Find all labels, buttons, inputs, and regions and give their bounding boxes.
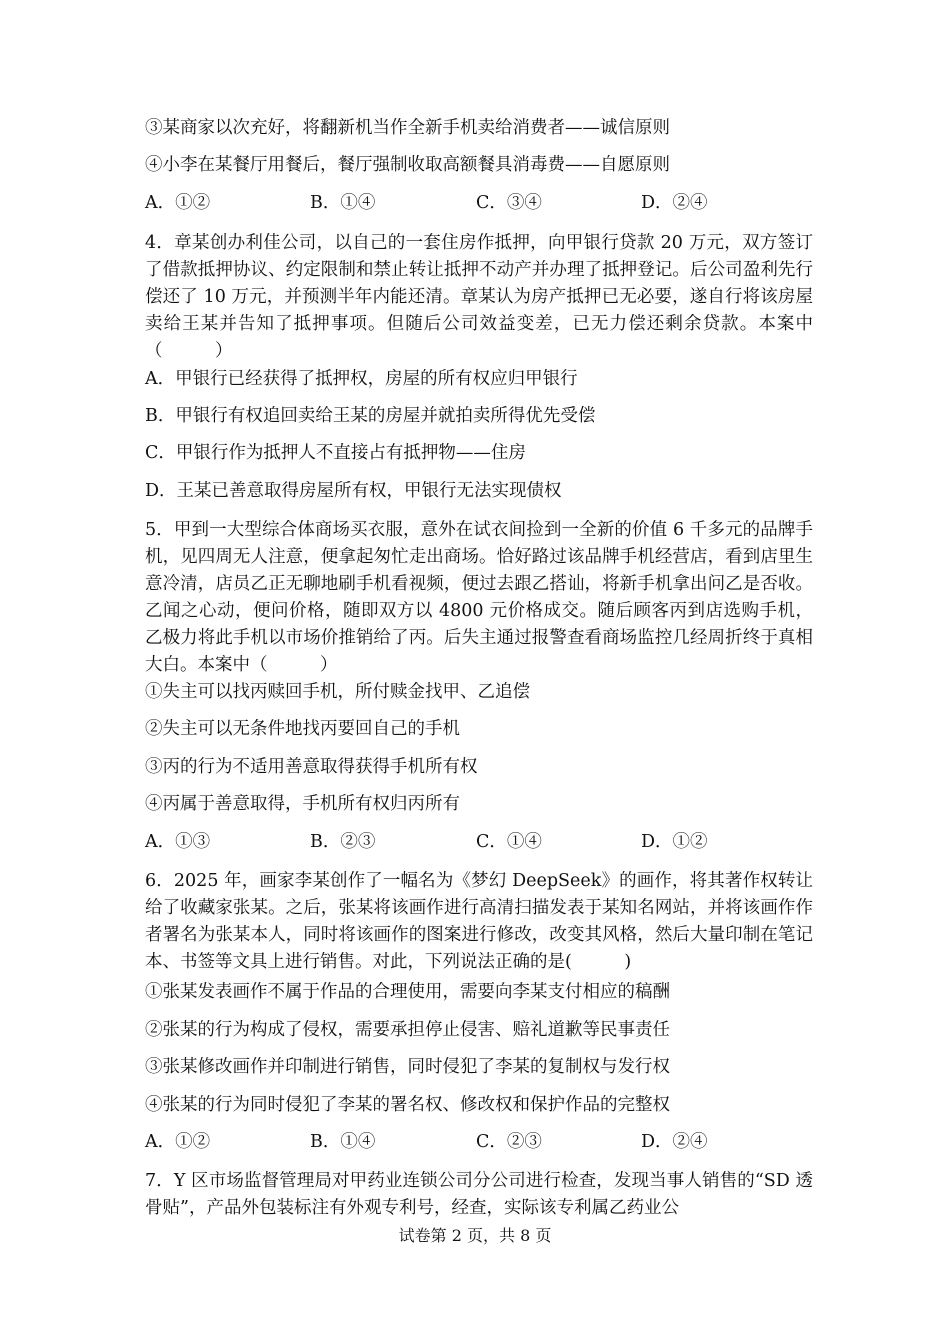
q5-options: [145, 829, 810, 855]
q6-item-2: ②张某的行为构成了侵权，需要承担停止侵害、赔礼道歉等民事责任: [145, 1020, 670, 1040]
q5-item-1: ①失主可以找丙赎回手机，所付赎金找甲、乙追偿: [145, 682, 530, 702]
page-footer: 试卷第 2 页，共 8 页: [398, 1226, 552, 1245]
q4-option-b: B．甲银行有权追回卖给王某的房屋并就拍卖所得优先受偿: [145, 406, 596, 426]
q3-option-a: A．①②: [145, 193, 211, 213]
q6-option-a: A．①②: [145, 1132, 211, 1152]
q3-option-c: C．③④: [476, 193, 542, 213]
q5-option-b: B．②③: [310, 832, 376, 852]
q4-stem: 4．章某创办利佳公司，以自己的一套住房作抵押，向甲银行贷款 20 万元，双方签订了借款抵押协议、约定限制和禁止转让抵押不动产并办理了抵押登记。后公司盈利先行偿还了 10 万元，并预测半年内能还清。章某认为房产抵押已无必要，遂自行将该房屋卖给王某并告知了抵押事项。但随后公司效益变差，已无力偿还剩余贷款。本案中（ ）: [145, 233, 813, 361]
q6-item-3: ③张某修改画作并印制进行销售，同时侵犯了李某的复制权与发行权: [145, 1057, 670, 1077]
q5-option-c: C．①④: [476, 832, 542, 852]
q6-item-1: ①张某发表画作不属于作品的合理使用，需要向李某支付相应的稿酬: [145, 982, 670, 1002]
q6-option-d: D．②④: [641, 1132, 708, 1152]
q6-stem: 6．2025 年，画家李某创作了一幅名为《梦幻 DeepSeek》的画作，将其著作权转让给了收藏家张某。之后，张某将该画作进行高清扫描发表于某知名网站，并将该画作作者署名为张某本人，同时将该画作的图案进行修改，改变其风格，然后大量印制在笔记本、书签等文具上进行销售。对此，下列说法正确的是( ): [145, 871, 813, 972]
q5-option-d: D．①②: [641, 832, 708, 852]
q5-item-2: ②失主可以无条件地找丙要回自己的手机: [145, 719, 460, 739]
q6-options: [145, 1129, 810, 1155]
q5-item-4: ④丙属于善意取得，手机所有权归丙所有: [145, 794, 460, 814]
q3-item-4: ④小李在某餐厅用餐后，餐厅强制收取高额餐具消毒费——自愿原则: [145, 155, 670, 175]
q5-item-3: ③丙的行为不适用善意取得获得手机所有权: [145, 757, 478, 777]
q6-item-4: ④张某的行为同时侵犯了李某的署名权、修改权和保护作品的完整权: [145, 1095, 670, 1115]
q7-stem: 7．Y 区市场监督管理局对甲药业连锁公司分公司进行检查，发现当事人销售的“SD 透骨贴”，产品外包装标注有外观专利号，经查，实际该专利属乙药业公: [145, 1171, 813, 1218]
q5-stem: 5．甲到一大型综合体商场买衣服，意外在试衣间捡到一全新的价值 6 千多元的品牌手机，见四周无人注意，便拿起匆忙走出商场。恰好路过该品牌手机经营店，看到店里生意冷清，店员乙正无聊地刷手机看视频，便过去跟乙搭讪，将新手机拿出问乙是否收。乙闻之心动，便问价格，随即双方以 4800 元价格成交。随后顾客丙到店选购手机，乙极力将此手机以市场价推销给了丙。后失主通过报警查看商场监控几经周折终于真相大白。本案中（ ）: [145, 520, 813, 675]
q3-item-3: ③某商家以次充好，将翻新机当作全新手机卖给消费者——诚信原则: [145, 118, 670, 138]
q4-option-c: C．甲银行作为抵押人不直接占有抵押物——住房: [145, 443, 526, 463]
q3-options: [145, 190, 810, 216]
q6-option-c: C．②③: [476, 1132, 542, 1152]
q3-option-d: D．②④: [641, 193, 708, 213]
q5-option-a: A．①③: [145, 832, 211, 852]
q6-option-b: B．①④: [310, 1132, 376, 1152]
q4-option-a: A．甲银行已经获得了抵押权，房屋的所有权应归甲银行: [145, 369, 578, 389]
q3-option-b: B．①④: [310, 193, 376, 213]
q4-option-d: D．王某已善意取得房屋所有权，甲银行无法实现债权: [145, 481, 562, 501]
